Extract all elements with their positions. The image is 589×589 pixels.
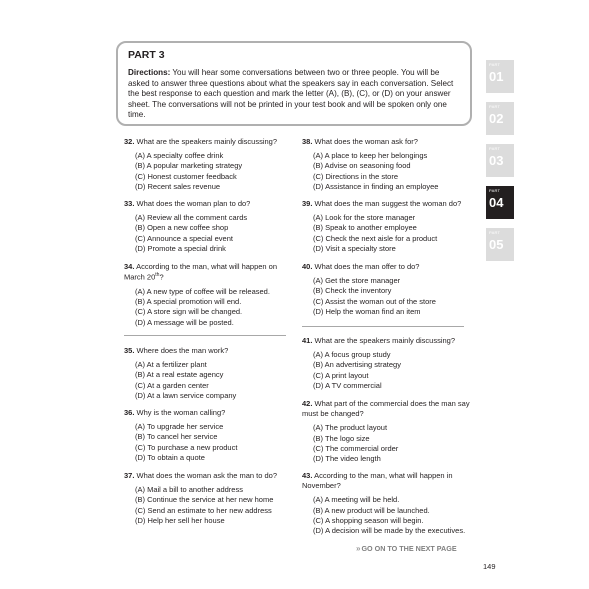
go-on-text: GO ON TO THE NEXT PAGE xyxy=(361,544,457,553)
tab-number: 04 xyxy=(489,195,504,210)
answer-option: (D) Help her sell her house xyxy=(135,516,225,526)
tab-part-03 xyxy=(486,144,514,177)
answer-option: (B) An advertising strategy xyxy=(313,360,401,370)
tab-number: 05 xyxy=(489,237,504,252)
question-text: What does the man suggest the woman do? xyxy=(314,199,462,208)
answer-option: (D) Help the woman find an item xyxy=(313,307,421,317)
question-text: What does the man offer to do? xyxy=(314,262,420,271)
question-number: 33. xyxy=(124,199,135,208)
answer-option: (B) At a real estate agency xyxy=(135,370,224,380)
go-on-notice xyxy=(356,544,457,553)
question-text: What part of the commercial does the man say must be changed? xyxy=(302,399,470,419)
question-33 xyxy=(124,199,299,255)
question-37 xyxy=(124,471,299,527)
answer-option: (A) Mail a bill to another address xyxy=(135,485,243,495)
tab-part-02 xyxy=(486,102,514,135)
page-number: 149 xyxy=(483,562,496,571)
answer-option: (A) Look for the store manager xyxy=(313,213,416,223)
answer-option: (D) Recent sales revenue xyxy=(135,182,221,192)
answer-option: (C) Send an estimate to her new address xyxy=(135,505,272,515)
tab-label: PART xyxy=(489,230,501,235)
question-stem xyxy=(302,262,477,272)
question-text: Where does the man work? xyxy=(136,346,229,355)
question-stem xyxy=(124,262,299,283)
directions-label: Directions: xyxy=(128,68,171,77)
question-35 xyxy=(124,346,299,402)
tab-label: PART xyxy=(489,146,501,151)
question-32 xyxy=(124,137,299,193)
part-title: PART 3 xyxy=(128,49,165,61)
answer-option: (B) Continue the service at her new home xyxy=(135,495,274,505)
question-number: 37. xyxy=(124,471,135,480)
question-text: What are the speakers mainly discussing? xyxy=(314,336,456,345)
answer-option: (C) Assist the woman out of the store xyxy=(313,296,436,306)
question-stem xyxy=(302,199,477,209)
answer-option: (C) Check the next aisle for a product xyxy=(313,233,438,243)
answer-option: (C) A store sign will be changed. xyxy=(135,307,243,317)
question-43 xyxy=(302,471,477,537)
question-stem xyxy=(124,471,299,481)
tab-number: 02 xyxy=(489,111,504,126)
answer-option: (C) A shopping season will begin. xyxy=(313,515,424,525)
answer-option: (B) The logo size xyxy=(313,433,370,443)
answer-option: (D) A decision will be made by the executives. xyxy=(313,526,466,536)
answer-option: (D) The video length xyxy=(313,454,381,464)
question-number: 36. xyxy=(124,408,135,417)
answer-option: (B) Advise on seasoning food xyxy=(313,161,411,171)
question-42 xyxy=(302,399,477,465)
answer-option: (D) A message will be posted. xyxy=(135,317,234,327)
answer-option: (B) To cancel her service xyxy=(135,432,218,442)
tab-label: PART xyxy=(489,104,501,109)
question-38 xyxy=(302,137,477,193)
answer-option: (D) Promote a special drink xyxy=(135,244,226,254)
answer-option: (A) A place to keep her belongings xyxy=(313,151,428,161)
question-text: What does the woman ask for? xyxy=(314,137,418,146)
question-stem xyxy=(302,471,477,491)
directions-text xyxy=(128,68,460,121)
answer-option: (B) A special promotion will end. xyxy=(135,297,242,307)
right-divider xyxy=(302,326,464,327)
question-stem xyxy=(124,199,299,209)
question-number: 41. xyxy=(302,336,313,345)
answer-option: (A) A meeting will be held. xyxy=(313,495,400,505)
answer-option: (D) At a lawn service company xyxy=(135,391,237,401)
answer-option: (D) Assistance in finding an employee xyxy=(313,182,439,192)
answer-option: (A) The product layout xyxy=(313,423,388,433)
answer-option: (C) Announce a special event xyxy=(135,233,233,243)
answer-option: (D) A TV commercial xyxy=(313,381,382,391)
answer-option: (D) Visit a specialty store xyxy=(313,244,396,254)
answer-option: (B) A popular marketing strategy xyxy=(135,161,243,171)
question-stem xyxy=(302,336,477,346)
directions-box xyxy=(116,41,472,126)
question-text: What does the woman ask the man to do? xyxy=(136,471,278,480)
question-number: 39. xyxy=(302,199,313,208)
answer-option: (C) To purchase a new product xyxy=(135,442,238,452)
answer-option: (A) At a fertilizer plant xyxy=(135,360,207,370)
answer-option: (C) Honest customer feedback xyxy=(135,171,237,181)
question-number: 32. xyxy=(124,137,135,146)
tab-label: PART xyxy=(489,62,501,67)
question-number: 35. xyxy=(124,346,135,355)
answer-option: (D) To obtain a quote xyxy=(135,453,205,463)
answer-option: (C) Directions in the store xyxy=(313,171,399,181)
left-divider xyxy=(124,335,286,336)
directions-body: You will hear some conversations between two or three people. You will be asked to answer three questions about what the speakers say in each conversation. Select the best response to each question and mark the letter (A), (B), (C), or (D) on your answer sheet. The conversations will not be printed in your test book and will be spoken only one time. xyxy=(128,68,454,120)
question-text: According to the man, what will happen on March 20 xyxy=(124,262,278,282)
answer-option: (A) Review all the comment cards xyxy=(135,213,248,223)
question-stem xyxy=(124,408,299,418)
tab-part-05 xyxy=(486,228,514,261)
question-39 xyxy=(302,199,477,255)
answer-option: (B) Speak to another employee xyxy=(313,223,417,233)
answer-option: (B) A new product will be launched. xyxy=(313,505,430,515)
answer-option: (C) A print layout xyxy=(313,370,369,380)
question-number: 34. xyxy=(124,262,135,271)
answer-option: (A) A specialty coffee drink xyxy=(135,151,224,161)
tab-number: 01 xyxy=(489,69,504,84)
question-stem xyxy=(302,399,477,419)
question-text: According to the man, what will happen in November? xyxy=(302,471,453,491)
answer-option: (A) Get the store manager xyxy=(313,276,401,286)
answer-option: (B) Open a new coffee shop xyxy=(135,223,229,233)
answer-option: (C) At a garden center xyxy=(135,380,209,390)
question-stem xyxy=(302,137,477,147)
question-number: 43. xyxy=(302,471,313,480)
question-number: 42. xyxy=(302,399,313,408)
question-text: Why is the woman calling? xyxy=(136,408,226,417)
question-34 xyxy=(124,262,299,328)
answer-option: (B) Check the inventory xyxy=(313,286,392,296)
question-41 xyxy=(302,336,477,392)
question-36 xyxy=(124,408,299,464)
tab-part-04 xyxy=(486,186,514,219)
question-number: 38. xyxy=(302,137,313,146)
question-stem xyxy=(124,346,299,356)
tab-label: PART xyxy=(489,188,501,193)
question-superscript: th xyxy=(155,272,160,279)
question-40 xyxy=(302,262,477,318)
question-text: What are the speakers mainly discussing? xyxy=(136,137,278,146)
question-text: What does the woman plan to do? xyxy=(136,199,251,208)
answer-option: (C) The commercial order xyxy=(313,443,399,453)
question-number: 40. xyxy=(302,262,313,271)
question-stem xyxy=(124,137,299,147)
tab-number: 03 xyxy=(489,153,504,168)
forward-arrow-icon: » xyxy=(356,544,361,553)
question-tail: ? xyxy=(159,272,164,282)
tab-part-01 xyxy=(486,60,514,93)
answer-option: (A) A new type of coffee will be released. xyxy=(135,286,270,296)
answer-option: (A) To upgrade her service xyxy=(135,422,224,432)
answer-option: (A) A focus group study xyxy=(313,350,391,360)
